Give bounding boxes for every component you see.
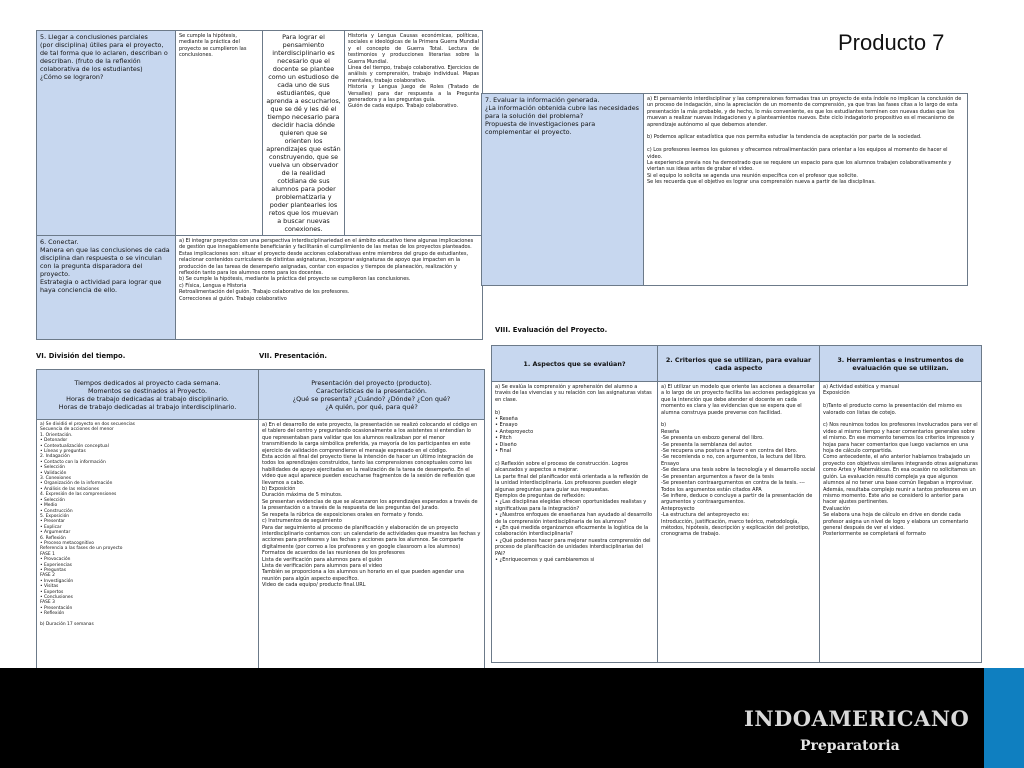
step-6-label: 6. Conectar. Manera en que las conclusiones de cada disciplina dan respuesta o se vinculan con la pregunta disparadora del proyecto. Estrategia o actividad para lograr que haya conciencia de ello. xyxy=(37,236,176,340)
presentation-header: Presentación del proyecto (producto). Características de la presentación. ¿Qué se presenta? ¿Cuándo? ¿Dónde? ¿Con qué? ¿A quién, por qué, para qué? xyxy=(259,370,485,420)
table-evaluate-information xyxy=(481,93,968,286)
step-7-content: a) El pensamiento interdisciplinar y las comprensiones formadas tras un proyecto de esta índole no implican la conclusión de un proceso de indagación, sino la apreciación de un momento de comprensión, ya que tras las fases citas a lo largo de esta presentación la más probable, y de hecho, lo más conveniente, es que los estudiantes terminen con nuevas dudas que los muevan a realizar nuevas indagaciones y a planteamientos nuevos. Este ciclo indagatorio propositivo es el mecanismo de aprendizaje autónomo al que debemos atender. b) Podemos aplicar estadística que nos permita estudiar la tendencia de aceptación por parte de la sociedad. c) Los profesores leemos los guiones y ofrecemos retroalimentación para orientar a los equipos al momento de hacer el video. La experiencia previa nos ha demostrado que se requiere un espacio para que los alumnos trabajen colaborativamente y viertan sus ideas antes de grabar el video. Si el equipo lo solicita se agenda una reunión específica con el profesor que solicite. Se les recuerda que el objetivo es lograr una comprensión nueva a partir de las disciplinas. xyxy=(644,94,968,286)
footer-accent xyxy=(984,668,1024,768)
section-viii-heading: VIII. Evaluación del Proyecto. xyxy=(495,326,608,334)
step-5-activities: Historia y Lengua Causas económicas, políticas, sociales e ideológicas de la Primera Guerra Mundial y el concepto de Guerra Total. Lectura de testimonios y producciones literarias sobre la Guerra Mundial. Línea del tiempo, trabajo colaborativo. Ejercicios de análisis y comprensión, trabajo individual. Mapas mentales, trabajo colaborativo. Historia y Lengua Juego de Roles (Tratado de Versalles) para dar respuesta a la Pregunta generadora y a las preguntas guía. Guión de cada equipo. Trabajo colaborativo. xyxy=(345,31,483,236)
presentation-content: a) En el desarrollo de este proyecto, la presentación se realizó colocando el código en el tablero del centro y preguntando ocasionalmente a los asistentes si entendían lo que representaban para validar que los alumnos realizaban por el menor transmitiendo la carga simbólica preferida, ya mayoría de los participantes en este ejercicio de validación comprendieron el mensaje expresado en el código. Esta acción al final del proyecto tiene la intención de hacer un último integración de todos los aprendizajes construidos, tanto las comprensiones conceptuales como las habilidades de apoyo ejercitadas en la realización de la tarea de desempeño. En el video que aquí aparece pueden escucharse fragmentos de la sesión de reflexión que llevamos a cabo. b) Exposición Duración máxima de 5 minutos. Se presentan evidencias de que se alcanzaron los aprendizajes esperados a través de la presentación o a través de la respuesta de las preguntas del jurado. Se respeta la rúbrica de exposiciones orales en formato y fondo. c) Instrumentos de seguimiento Para dar seguimiento al proceso de planificación y elaboración de un proyecto interdisciplinario contamos con: un calendario de actividades que muestra las fechas y acciones para profesores y las fechas y acciones para los alumnos. Se comparte digitalmente (por correo a los profesores y en google classroom a los alumnos) Formatos de acuerdos de las reuniones de los profesores Lista de verificación para alumnos para el guión Lista de verificación para alumnos para el video También se proporciona a los alumnos un horario en el que pueden agendar una reunión para algún aspecto específico. Video de cada equipo/ producto final.URL xyxy=(259,420,485,678)
table-evaluation xyxy=(491,345,982,663)
eval-criteria: a) El utilizar un modelo que oriente las acciones a desarrollar a lo largo de un proyecto facilita las acciones pedagógicas ya que la intención que debe atender el docente en cada momento es clara y las evidencias que se espera que el alumna construya puede preverse con facilidad. b) Reseña -Se presenta un esbozo general del libro. -Se presenta la semblanza del autor. -Se recupera una postura a favor o en contra del libro. -Se recomienda o no, con argumentos, la lectura del libro. Ensayo -Se declara una tesis sobre la tecnología y el desarrollo social -Se presentan argumentos a favor de la tesis -Se presentan contraargumentos en contra de la tesis. ---Todos los argumentos están citados APA -Se infiere, deduce o concluye a partir de la presentación de argumentos y contraargumentos. Anteproyecto -La estructura del anteproyecto es: Introducción, justificación, marco teórico, metodología, métodos, hipótesis, descripción y explicación del prototipo, cronograma de trabajo. xyxy=(658,382,820,663)
footer-bar xyxy=(0,668,1024,768)
step-5-hypothesis: Se cumple la hipótesis, mediante la práctica del proyecto se cumplieron las conclusiones. xyxy=(176,31,263,236)
eval-aspects: a) Se evalúa la comprensión y aprehensión del alumno a través de las vivencias y su relación con las asignaturas vistas en clase. b) • Reseña • Ensayo • Anteproyecto • Pitch • Diseño • Final c) Reflexión sobre el proceso de construcción. Logros alcanzados y aspectos a mejorar. La parte final del planificador está orientada a la reflexión de la unidad interdisciplinaria. Los profesores pueden elegir algunas preguntas para guiar sus respuestas. Ejemplos de preguntas de reflexión: • ¿Las disciplinas elegidas ofrecen oportunidades realistas y significativas para la integración? • ¿Nuestros enfoques de enseñanza han ayudado al desarrollo de la comprensión interdisciplinaria de los alumnos? • ¿En qué medida organizamos eficazmente la logística de la colaboración interdisciplinaria? • ¿Qué podemos hacer para mejorar nuestra comprensión del proceso de planificación de unidades interdisciplinarias del PAI? • ¿Enriquecemos y qué cambiaremos si xyxy=(492,382,658,663)
section-vi-heading: VI. División del tiempo. xyxy=(36,352,126,360)
time-content: a) Se dividió el proyecto en dos secuencias Secuencia de acciones del menor 1. Orientación. • Detonador • Contextualización conceptual • Líneas y preguntas 2. Indagación • Contacto con la información • Selección • Validación 3. Conexiones • Organización de la información • Análisis de las relaciones 4. Expresión de las comprensiones • Selección • Medio • Construcción 5. Exposición • Presentar • Explicar • Argumentar 6. Reflexión • Proceso metacognitivo Referencia a las fases de un proyecto FASE 1 • Provocación • Experiencias • Preguntas FASE 2 • Investigación • Visitas • Expertos • Conclusiones FASE 3 • Presentación • Reflexión b) Duración 17 semanas xyxy=(37,420,259,678)
brand-subtitle: Preparatoria xyxy=(800,738,900,754)
table-conclusions xyxy=(36,30,483,340)
eval-header-criteria: 2. Criterios que se utilizan, para evaluar cada aspecto xyxy=(658,346,820,382)
step-6-content: a) El integrar proyectos con una perspectiva interdisciplinariedad en el ámbito educativo tiene algunas implicaciones de gestión que innegablemente beneficiarán y facilitarán el cumplimiento de las metas de los proyectos planteados. Estas implicaciones son: situar el proyecto desde acciones colaborativas entre miembros del grupo de estudiantes, relacionar contenidos curriculares de distintas asignaturas, incorporar asignaturas de apoyo que impacten en la producción de las tareas de desempeño asignadas, contar con espacios y tiempos de planeación, realización y reflexión tanto para los alumnos como para los docentes. b) Se cumple la hipótesis, mediante la práctica del proyecto se cumplieron las conclusiones. c) Física, Lengua e Historia Retroalimentación del guión. Trabajo colaborativo de los profesores. Correcciones al guión. Trabajo colaborativo xyxy=(176,236,483,340)
eval-header-aspects: 1. Aspectos que se evalúan? xyxy=(492,346,658,382)
step-7-label: 7. Evaluar la información generada. ¿La información obtenida cubre las necesidades para la solución del problema? Propuesta de investigaciones para complementar el proyecto. xyxy=(482,94,644,286)
step-5-label: 5. Llegar a conclusiones parciales (por disciplina) útiles para el proyecto, de tal forma que lo aclaren, describan o describan. (fruto de la reflexión colaborativa de los estudiantes) ¿Cómo se lograron? xyxy=(37,31,176,236)
time-header: Tiempos dedicados al proyecto cada semana. Momentos se destinados al Proyecto. Horas de trabajo dedicadas al trabajo disciplinario. Horas de trabajo dedicadas al trabajo interdisciplinario. xyxy=(37,370,259,420)
slide-title: Producto 7 xyxy=(838,30,945,55)
section-vii-heading: VII. Presentación. xyxy=(259,352,327,360)
step-5-reflection: Para lograr el pensamiento interdisciplinario es necesario que el docente se plantee como un estudioso de cada uno de sus estudiantes, que aprenda a escucharlos, que se dé y les dé el tiempo necesario para decidir hacia dónde quieren que se orienten los aprendizajes que están construyendo, que se vuelva un observador de la realidad cotidiana de sus alumnos para poder problematizarla y poder plantearles los retos que los muevan a buscar nuevas conexiones. xyxy=(263,31,345,236)
table-time-presentation xyxy=(36,369,485,678)
eval-tools: a) Actividad estética y manual Exposición b)Tanto el producto como la presentación del mismo es valorado con listas de cotejo. c) Nos reunimos todos los profesores involucrados para ver el video al mismo tiempo y hacer comentarios generales sobre el mismo. En ese momento tenemos los criterios impresos y hojas para hacer comentarios que luego vaciamos en una hoja de cálculo compartida. Como antecedente, el año anterior habíamos trabajado un proyecto con objetivos similares integrando otras asignaturas como Artes y Matemáticas. En esa ocasión no solicitamos un guión. La evaluación resultó compleja ya que algunos alumnos al no tener una base común llegaban a improvisar. Además, resultaba complejo reunir a tantos profesores en un mismo momento. Este año se consideró lo anterior para hacer ajustes pertinentes. Evaluación Se elabora una hoja de cálculo en drive en donde cada profesor asigna un nivel de logro y elabora un comentario general después de ver el video. Posteriormente se completará el formato xyxy=(820,382,982,663)
eval-header-tools: 3. Herramientas e instrumentos de evaluación que se utilizan. xyxy=(820,346,982,382)
brand-logo: INDOAMERICANO xyxy=(744,706,970,731)
